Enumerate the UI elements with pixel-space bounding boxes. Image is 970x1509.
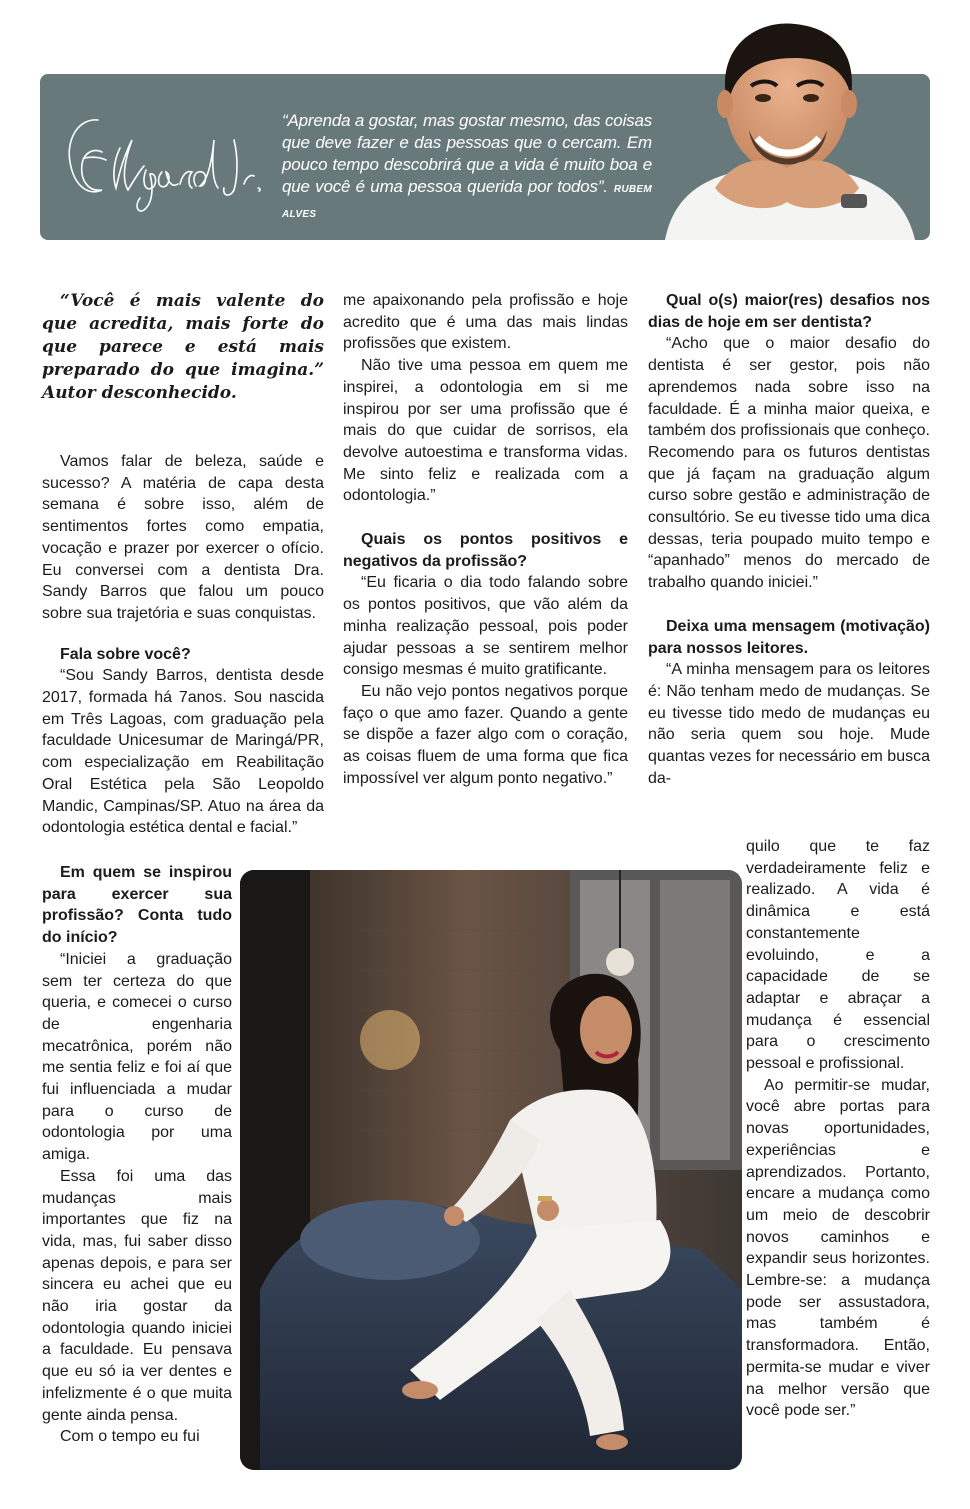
lead-quote: “Você é mais valente do que acredita, mais forte do que parece e está mais preparado do que imagina.” Autor desconhecido.: [42, 291, 324, 403]
question-pros-cons: Quais os pontos positivos e negativos da profissão?: [343, 531, 628, 570]
intro-paragraph: Vamos falar de beleza, saúde e sucesso? A matéria de capa desta semana é sobre isso, além de sentimentos fortes como empatia, vocação e prazer por exercer o ofício. Eu conversei com a dentista Dra. Sandy Barros que falou um pouco sobre sua trajetória e suas conquistas.: [42, 453, 324, 622]
answer-message-p2: Ao permitir-se mudar, você abre portas para novas oportunidades, experiências e aprendizados. Portanto, encare a mudança como um meio de descobrir novos caminhos e expandir seus horizontes. Lembre-se: a mudança pode ser assustadora, mas também é transformadora. Então, permita-se mudar e viver na melhor versão que você pode ser.”: [746, 1076, 930, 1420]
answer-cons: Eu não vejo pontos negativos porque faço o que amo fazer. Quando a gente se dispõe a fazer algo com o coração, as coisas fluem de uma forma que fica impossível ver algum ponto negativo.”: [343, 682, 628, 787]
dentist-photo: [240, 870, 742, 1470]
answer-inspiration-p3: Com o tempo eu fui: [60, 1428, 200, 1446]
author-portrait: [645, 18, 930, 240]
column-1-top: [42, 290, 324, 839]
answer-pros: “Eu ficaria o dia todo falando sobre os pontos positivos, que vão além da minha realização pessoal, pois poder ajudar pessoas a se sentirem melhor consigo mesmas é muito gratificante.: [343, 574, 628, 679]
inspiration-paragraph: Não tive uma pessoa em quem me inspirei, a odontologia em si me inspirou por ser uma profissão que é mais do que cuidar de sorrisos, ela devolve autoestima e transforma vidas. Me sinto feliz e realizada com a odontologia.”: [343, 357, 628, 505]
header-quote-author: RUBEM ALVES: [282, 184, 652, 220]
answer-message-p1: “A minha mensagem para os leitores é: Não tenham medo de mudanças. Se eu tivesse tido medo de mudanças eu não seria quem sou hoje. Mude quantas vezes for necessário em busca da-: [648, 661, 930, 787]
column-1-bottom: [42, 862, 232, 1448]
answer-challenges: “Acho que o maior desafio do dentista é ser gestor, pois não aprendemos nada sobre isso na faculdade. É a minha maior queixa, e também dos profissionais que conheço. Recomendo para os futuros dentistas que já façam na graduação algum curso sobre gestão e administração de consultório. Se eu tivesse tido uma dica dessas, teria poupado muito tempo e “apanhado” menos do mercado de trabalho quando iniciei.”: [648, 335, 930, 592]
question-message: Deixa uma mensagem (motivação) para nossos leitores.: [648, 617, 930, 657]
column-3-top: [648, 290, 930, 789]
header-quote-text: “Aprenda a gostar, mas gostar mesmo, das coisas que deve fazer e das pessoas que o cercam. Em pouco tempo descobrirá que a vida é muito boa e que você é uma pessoa querida por todos”.: [282, 111, 652, 196]
signature-logo: [58, 100, 268, 220]
column-2: [343, 290, 628, 789]
question-inspiration: Em quem se inspirou para exercer sua profissão? Conta tudo do início?: [42, 864, 232, 947]
continued-paragraph: me apaixonando pela profissão e hoje acredito que é uma das mais lindas profissões que existem.: [343, 292, 628, 353]
answer-about-you: “Sou Sandy Barros, dentista desde 2017, formada há 7anos. Sou nascida em Três Lagoas, com graduação pela faculdade Unicesumar de Maringá/PR, com especialização em Reabilitação Oral Estética pela São Leopoldo Mandic, Campinas/SP. Atuo na área da odontologia estética dental e facial.”: [42, 667, 324, 837]
answer-inspiration-p1: “Iniciei a graduação sem ter certeza do que queria, e comecei o curso de engenharia mecatrônica, porém não me sentia feliz e foi aí que fui influenciada a mudar para o curso de odontologia por uma amiga.: [42, 950, 232, 1164]
header-quote: [282, 110, 652, 226]
question-about-you: Fala sobre você?: [60, 645, 191, 663]
answer-message-continued: quilo que te faz verdadeiramente feliz e realizado. A vida é dinâmica e está constantemente evoluindo, e a capacidade de se adaptar e abraçar a mudança é essencial para o crescimento pessoal e profissional.: [746, 838, 930, 1073]
question-challenges: Qual o(s) maior(res) desafios nos dias de hoje em ser dentista?: [648, 292, 930, 331]
answer-inspiration-p2: Essa foi uma das mudanças mais importantes que fiz na vida, mas, fui saber disso apenas depois, e para ser sincera eu achei que eu não iria gostar da odontologia quando iniciei a faculdade. Eu pensava que eu só ia ver dentes e infelizmente é o que muita gente ainda pensa.: [42, 1167, 232, 1424]
column-3-bottom: [746, 836, 930, 1422]
